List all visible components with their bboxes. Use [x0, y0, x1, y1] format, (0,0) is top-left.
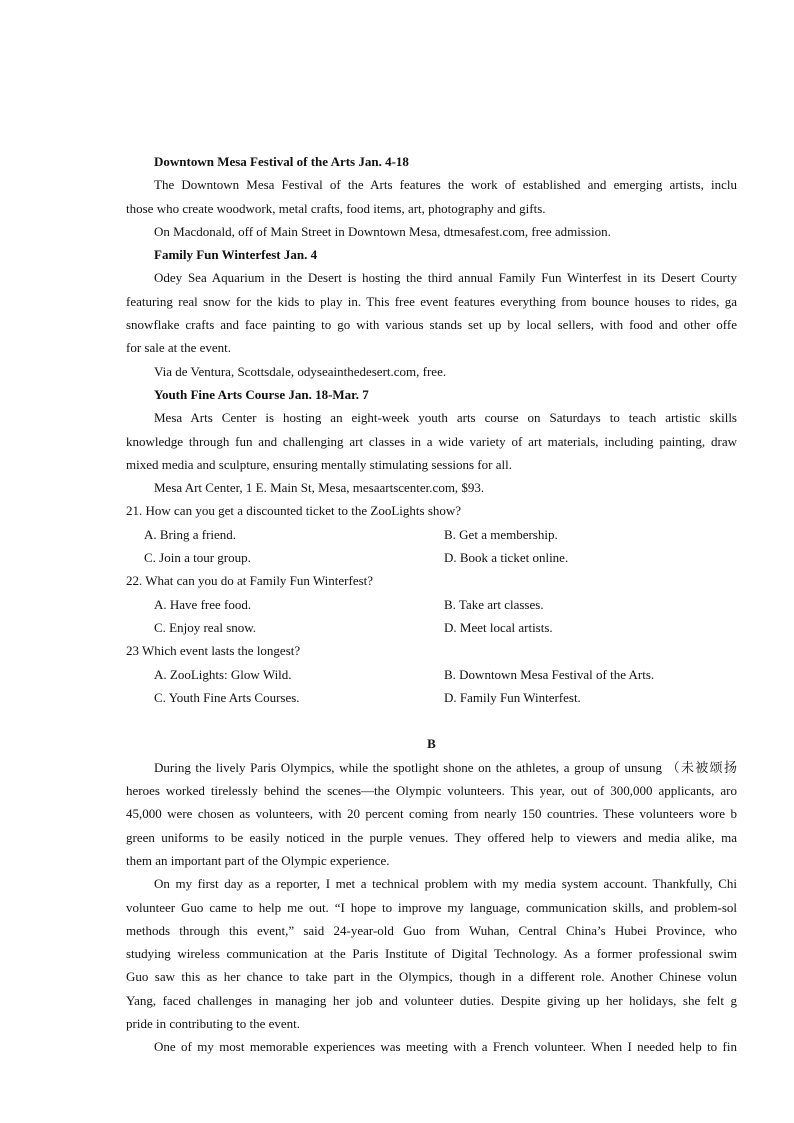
question-options-row: [126, 546, 737, 569]
document-content: [126, 150, 737, 1059]
paragraph-line: Yang, faced challenges in managing her job and volunteer duties. Despite giving up her holidays, she felt g: [126, 992, 737, 1008]
option-a: A. ZooLights: Glow Wild.: [154, 666, 292, 682]
option-d: D. Book a ticket online.: [444, 550, 569, 566]
event-info: On Macdonald, off of Main Street in Downtown Mesa, dtmesafest.com, free admission.: [154, 223, 611, 239]
paragraph-line: green uniforms to be easily noticed in the purple venues. They offered help to viewers and media alike, ma: [126, 829, 737, 845]
option-a: A. Have free food.: [154, 596, 252, 612]
section-title: B: [427, 736, 436, 752]
question-options-row: [126, 616, 737, 639]
event-desc-line: for sale at the event.: [126, 340, 232, 356]
event-title: Youth Fine Arts Course Jan. 18-Mar. 7: [154, 386, 369, 402]
option-a: A. Bring a friend.: [144, 526, 237, 542]
option-c: C. Enjoy real snow.: [154, 619, 257, 635]
event-title: Family Fun Winterfest Jan. 4: [154, 247, 318, 263]
paragraph-line: Guo saw this as her chance to take part in the Olympics, though in a different role. Another Chinese volun: [126, 969, 737, 985]
question-options-row: [126, 663, 737, 686]
paragraph-line: pride in contributing to the event.: [126, 1015, 301, 1031]
option-b: B. Take art classes.: [444, 596, 544, 612]
option-c: C. Join a tour group.: [144, 550, 251, 566]
event-title: Downtown Mesa Festival of the Arts Jan. 4-18: [154, 154, 409, 169]
event-info: Mesa Art Center, 1 E. Main St, Mesa, mesaartscenter.com, $93.: [154, 480, 485, 496]
event-desc-line: Odey Sea Aquarium in the Desert is hosting the third annual Family Fun Winterfest in its Desert Courty: [154, 270, 737, 286]
paragraph-line: 45,000 were chosen as volunteers, with 20 percent coming from nearly 150 countries. These volunteers wore b: [126, 806, 737, 822]
paragraph-line: heroes worked tirelessly behind the scenes—the Olympic volunteers. This year, out of 300,000 applicants, aro: [126, 783, 737, 799]
paragraph-line: One of my most memorable experiences was meeting with a French volunteer. When I needed help to fin: [154, 1039, 737, 1055]
event-desc-line: those who create woodwork, metal crafts, food items, art, photography and gifts.: [126, 200, 546, 216]
event-desc-line: snowflake crafts and face painting to go with various stands set up by local sellers, with food and other offe: [126, 317, 737, 333]
paragraph-line: volunteer Guo came to help me out. “I hope to improve my language, communication skills, and problem-sol: [126, 899, 737, 915]
paragraph-line: During the lively Paris Olympics, while the spotlight shone on the athletes, a group of unsung （未被颂扬: [154, 759, 737, 775]
event-desc-line: knowledge through fun and challenging art classes in a wide variety of art materials, including painting, draw: [126, 433, 737, 449]
question-options-row: [126, 523, 737, 546]
option-d: D. Family Fun Winterfest.: [444, 689, 581, 705]
question-stem: 23 Which event lasts the longest?: [126, 643, 301, 659]
event-desc-line: mixed media and sculpture, ensuring mentally stimulating sessions for all.: [126, 456, 512, 472]
paragraph-line: On my first day as a reporter, I met a technical problem with my media system account. Thankfully, Chi: [154, 876, 737, 892]
question-options-row: [126, 593, 737, 616]
event-info: Via de Ventura, Scottsdale, odyseainthedesert.com, free.: [154, 363, 447, 379]
question-options-row: [126, 686, 737, 709]
event-desc-line: featuring real snow for the kids to play in. This free event features everything from bounce houses to rides, ga: [126, 293, 737, 309]
option-c: C. Youth Fine Arts Courses.: [154, 689, 300, 705]
spacer: [126, 709, 737, 732]
event-desc-line: The Downtown Mesa Festival of the Arts features the work of established and emerging artists, inclu: [154, 177, 737, 193]
paragraph-line: them an important part of the Olympic experience.: [126, 852, 390, 868]
paragraph-line: methods through this event,” said 24-year-old Guo from Wuhan, Central China’s Hubei Province, who: [126, 922, 737, 938]
question-stem: 21. How can you get a discounted ticket to the ZooLights show?: [126, 503, 462, 519]
option-d: D. Meet local artists.: [444, 619, 553, 635]
question-stem: 22. What can you do at Family Fun Winterfest?: [126, 573, 374, 589]
paragraph-line: studying wireless communication at the Paris Institute of Digital Technology. As a former professional swim: [126, 946, 737, 962]
option-b: B. Get a membership.: [444, 526, 558, 542]
option-b: B. Downtown Mesa Festival of the Arts.: [444, 666, 655, 682]
event-desc-line: Mesa Arts Center is hosting an eight-week youth arts course on Saturdays to teach artistic skills: [154, 410, 737, 426]
